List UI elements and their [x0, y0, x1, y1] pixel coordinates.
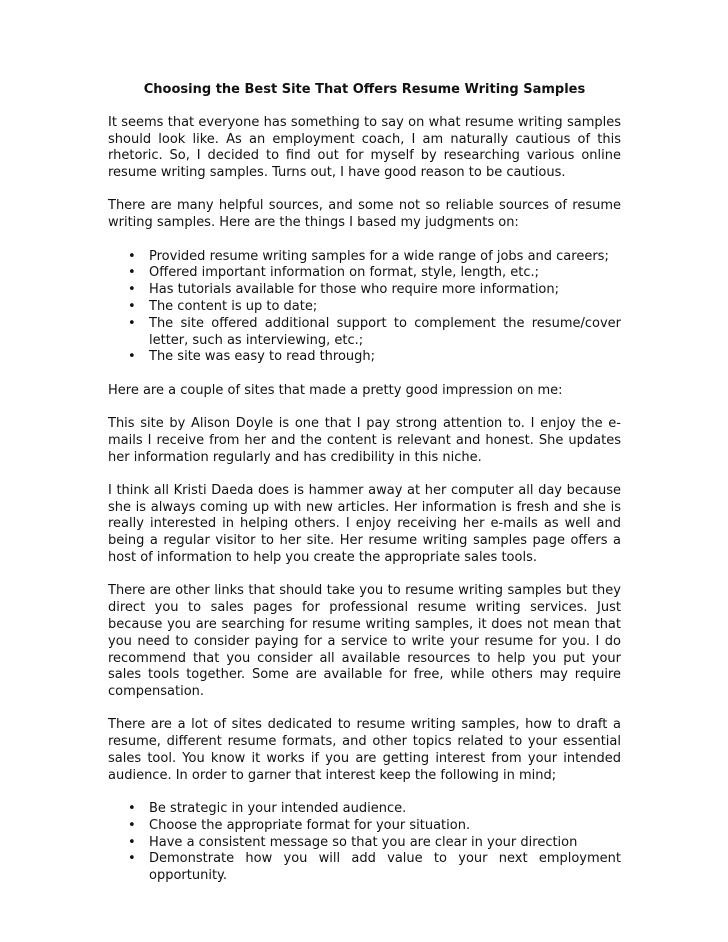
list-item: • Be strategic in your intended audience. [128, 801, 407, 817]
bullet-icon: • [128, 298, 136, 314]
list-item: • Has tutorials available for those who require more information; [128, 282, 560, 298]
list-item: • The site offered additional support to complement the resume/cover letter, such as interviewing, etc.; [128, 315, 621, 348]
bullet-icon: • [128, 349, 136, 365]
criteria-list [108, 249, 621, 367]
bullet-icon: • [128, 851, 136, 867]
document-page [108, 82, 621, 902]
bullet-icon: • [128, 801, 136, 817]
alison-doyle-paragraph: This site by Alison Doyle is one that I pay strong attention to. I enjoy the e-mails I receive from her and the content is relevant and honest. She updates her information regularly and has credibility in this niche. [108, 415, 621, 465]
sites-intro-paragraph: Here are a couple of sites that made a pretty good impression on me: [108, 382, 563, 398]
list-item: • Demonstrate how you will add value to your next employment opportunity. [128, 851, 621, 884]
bullet-icon: • [128, 834, 136, 850]
bullet-icon: • [128, 817, 136, 833]
sources-paragraph: There are many helpful sources, and some not so reliable sources of resume writing samples. Here are the things I based my judgments on: [108, 198, 621, 231]
bullet-icon: • [128, 265, 136, 281]
document-title: Choosing the Best Site That Offers Resume Writing Samples [143, 82, 586, 97]
list-item: • Provided resume writing samples for a wide range of jobs and careers; [128, 248, 609, 264]
kristi-daeda-paragraph: I think all Kristi Daeda does is hammer away at her computer all day because she is always coming up with new articles. Her information is fresh and she is really interested in helping others. I enjoy receiving her e-mails as well and being a regular visitor to her site. Her resume writing samples page offers a host of information to help you create the appropriate sales tools. [108, 482, 621, 566]
bullet-icon: • [128, 248, 136, 264]
intro-paragraph: It seems that everyone has something to say on what resume writing samples should look like. As an employment coach, I am naturally cautious of this rhetoric. So, I decided to find out for myself by researching various online resume writing samples. Turns out, I have good reason to be cautious. [108, 114, 621, 181]
list-item: • Offered important information on format, style, length, etc.; [128, 265, 540, 281]
list-item: • Have a consistent message so that you are clear in your direction [128, 834, 578, 850]
list-item: • The content is up to date; [128, 298, 318, 314]
list-item: • Choose the appropriate format for your situation. [128, 817, 471, 833]
bullet-icon: • [128, 282, 136, 298]
bullet-icon: • [128, 315, 136, 331]
tips-list [108, 801, 621, 885]
list-item: • The site was easy to read through; [128, 349, 376, 365]
other-links-paragraph: There are other links that should take you to resume writing samples but they direct you to sales pages for professional resume writing services. Just because you are searching for resume writing samples, it does not mean that you need to consider paying for a service to write your resume for you. I do recommend that you consider all available resources to help you put your sales tools together. Some are available for free, while others may require compensation. [108, 583, 621, 700]
dedicated-sites-paragraph: There are a lot of sites dedicated to resume writing samples, how to draft a resume, different resume formats, and other topics related to your essential sales tool. You know it works if you are getting interest from your intended audience. In order to garner that interest keep the following in mind; [108, 717, 621, 783]
